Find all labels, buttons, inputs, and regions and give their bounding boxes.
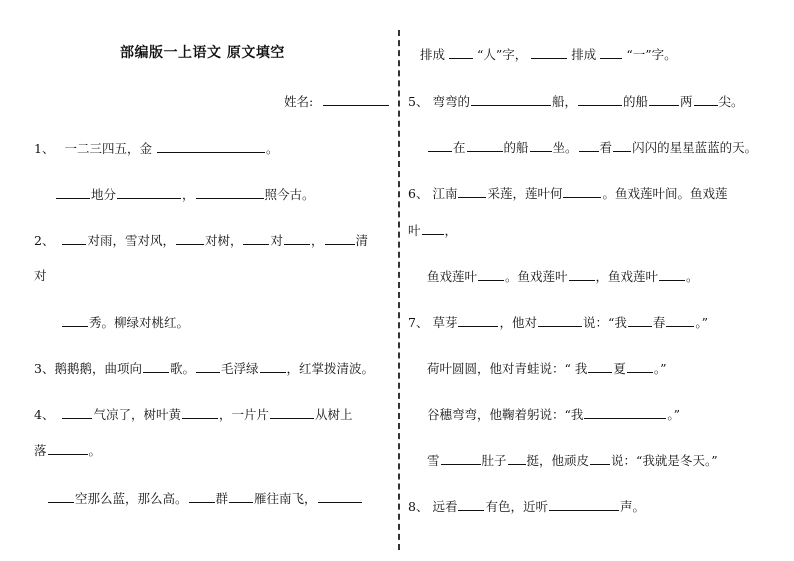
blank <box>56 186 90 199</box>
q3-line1: 3、鹅鹅鹅，曲项向 歌。 毛浮绿 ，红掌拨清波。 <box>34 361 375 376</box>
q4-line2: 落 。 <box>34 443 102 458</box>
blank <box>458 314 498 327</box>
blank <box>584 406 666 419</box>
blank <box>549 498 619 511</box>
q6-line3: 鱼戏莲叶 。鱼戏莲叶 ，鱼戏莲叶 。 <box>427 269 699 284</box>
blank <box>588 360 612 373</box>
blank <box>62 314 88 327</box>
blank <box>694 93 718 106</box>
blank <box>62 406 92 419</box>
q2-line2: 对 <box>34 268 47 283</box>
q6-line2: 叶 ， <box>408 223 458 238</box>
blank <box>590 452 610 465</box>
blank <box>270 406 314 419</box>
blank <box>243 232 269 245</box>
blank <box>471 93 551 106</box>
blank <box>563 185 601 198</box>
blank <box>62 232 86 245</box>
blank <box>189 490 215 503</box>
q7-line2: 荷叶圆圆，他对青蛙说：“ 我 夏 。” <box>427 361 667 376</box>
blank <box>325 232 355 245</box>
blank <box>478 268 504 281</box>
blank <box>143 360 169 373</box>
q8-line1: 8、 远看 有色，近听 声。 <box>408 499 645 514</box>
blank <box>48 442 88 455</box>
q5-line2: 在 的船 坐。 看 闪闪的星星蓝蓝的天。 <box>427 139 757 156</box>
q7-line3: 谷穗弯弯，他鞠着躬说：“我 。” <box>427 407 681 422</box>
blank <box>441 452 481 465</box>
page-title: 部编版一上语文 原文填空 <box>120 45 285 61</box>
r-line0: 排成 “人”字， 排成 “一”字。 <box>420 47 677 62</box>
q2-line3: 秀。柳绿对桃红。 <box>61 314 189 331</box>
blank <box>530 139 552 152</box>
name-label: 姓名: <box>284 94 314 109</box>
blank <box>627 360 653 373</box>
q2-line1: 2、 对雨，雪对风， 对树， 对 ， 清 <box>34 233 369 248</box>
q4-line1: 4、 气凉了，树叶黄 ，一片片 从树上 <box>34 407 353 422</box>
blank <box>176 232 204 245</box>
q6-line1: 6、 江南 采莲，莲叶何 。鱼戏莲叶间。鱼戏莲 <box>408 186 728 201</box>
blank <box>467 139 503 152</box>
blank <box>649 93 679 106</box>
blank <box>196 186 264 199</box>
blank <box>422 222 444 235</box>
blank <box>508 452 526 465</box>
q1-line2: 地分 ， 照今古。 <box>55 186 315 203</box>
blank <box>666 314 694 327</box>
name-row <box>284 93 390 110</box>
blank <box>538 314 582 327</box>
blank <box>318 490 362 503</box>
column-divider <box>398 30 400 550</box>
blank <box>428 139 452 152</box>
q1-line1: 1、 一二三四五，金 。 <box>34 141 279 156</box>
blank <box>531 46 567 59</box>
blank <box>449 46 473 59</box>
blank <box>182 406 218 419</box>
blank <box>613 139 631 152</box>
blank <box>157 140 265 153</box>
name-blank <box>323 93 389 106</box>
q7-line1: 7、 草芽 ，他对 说：“我 春 。” <box>408 315 709 330</box>
blank <box>284 232 310 245</box>
blank <box>117 186 181 199</box>
q4-line3: 空那么蓝，那么高。 群 雁往南飞， <box>47 490 363 507</box>
q7-line4: 雪 肚子 挺，他顽皮 说：“我就是冬天。” <box>427 453 718 468</box>
blank <box>578 93 622 106</box>
blank <box>196 360 220 373</box>
blank <box>260 360 286 373</box>
blank <box>458 498 484 511</box>
blank <box>579 139 599 152</box>
blank <box>659 268 685 281</box>
blank <box>48 490 74 503</box>
blank <box>229 490 253 503</box>
blank <box>458 185 486 198</box>
blank <box>600 46 622 59</box>
blank <box>569 268 595 281</box>
q5-line1: 5、 弯弯的 船， 的船 两 尖。 <box>408 94 744 109</box>
blank <box>628 314 652 327</box>
